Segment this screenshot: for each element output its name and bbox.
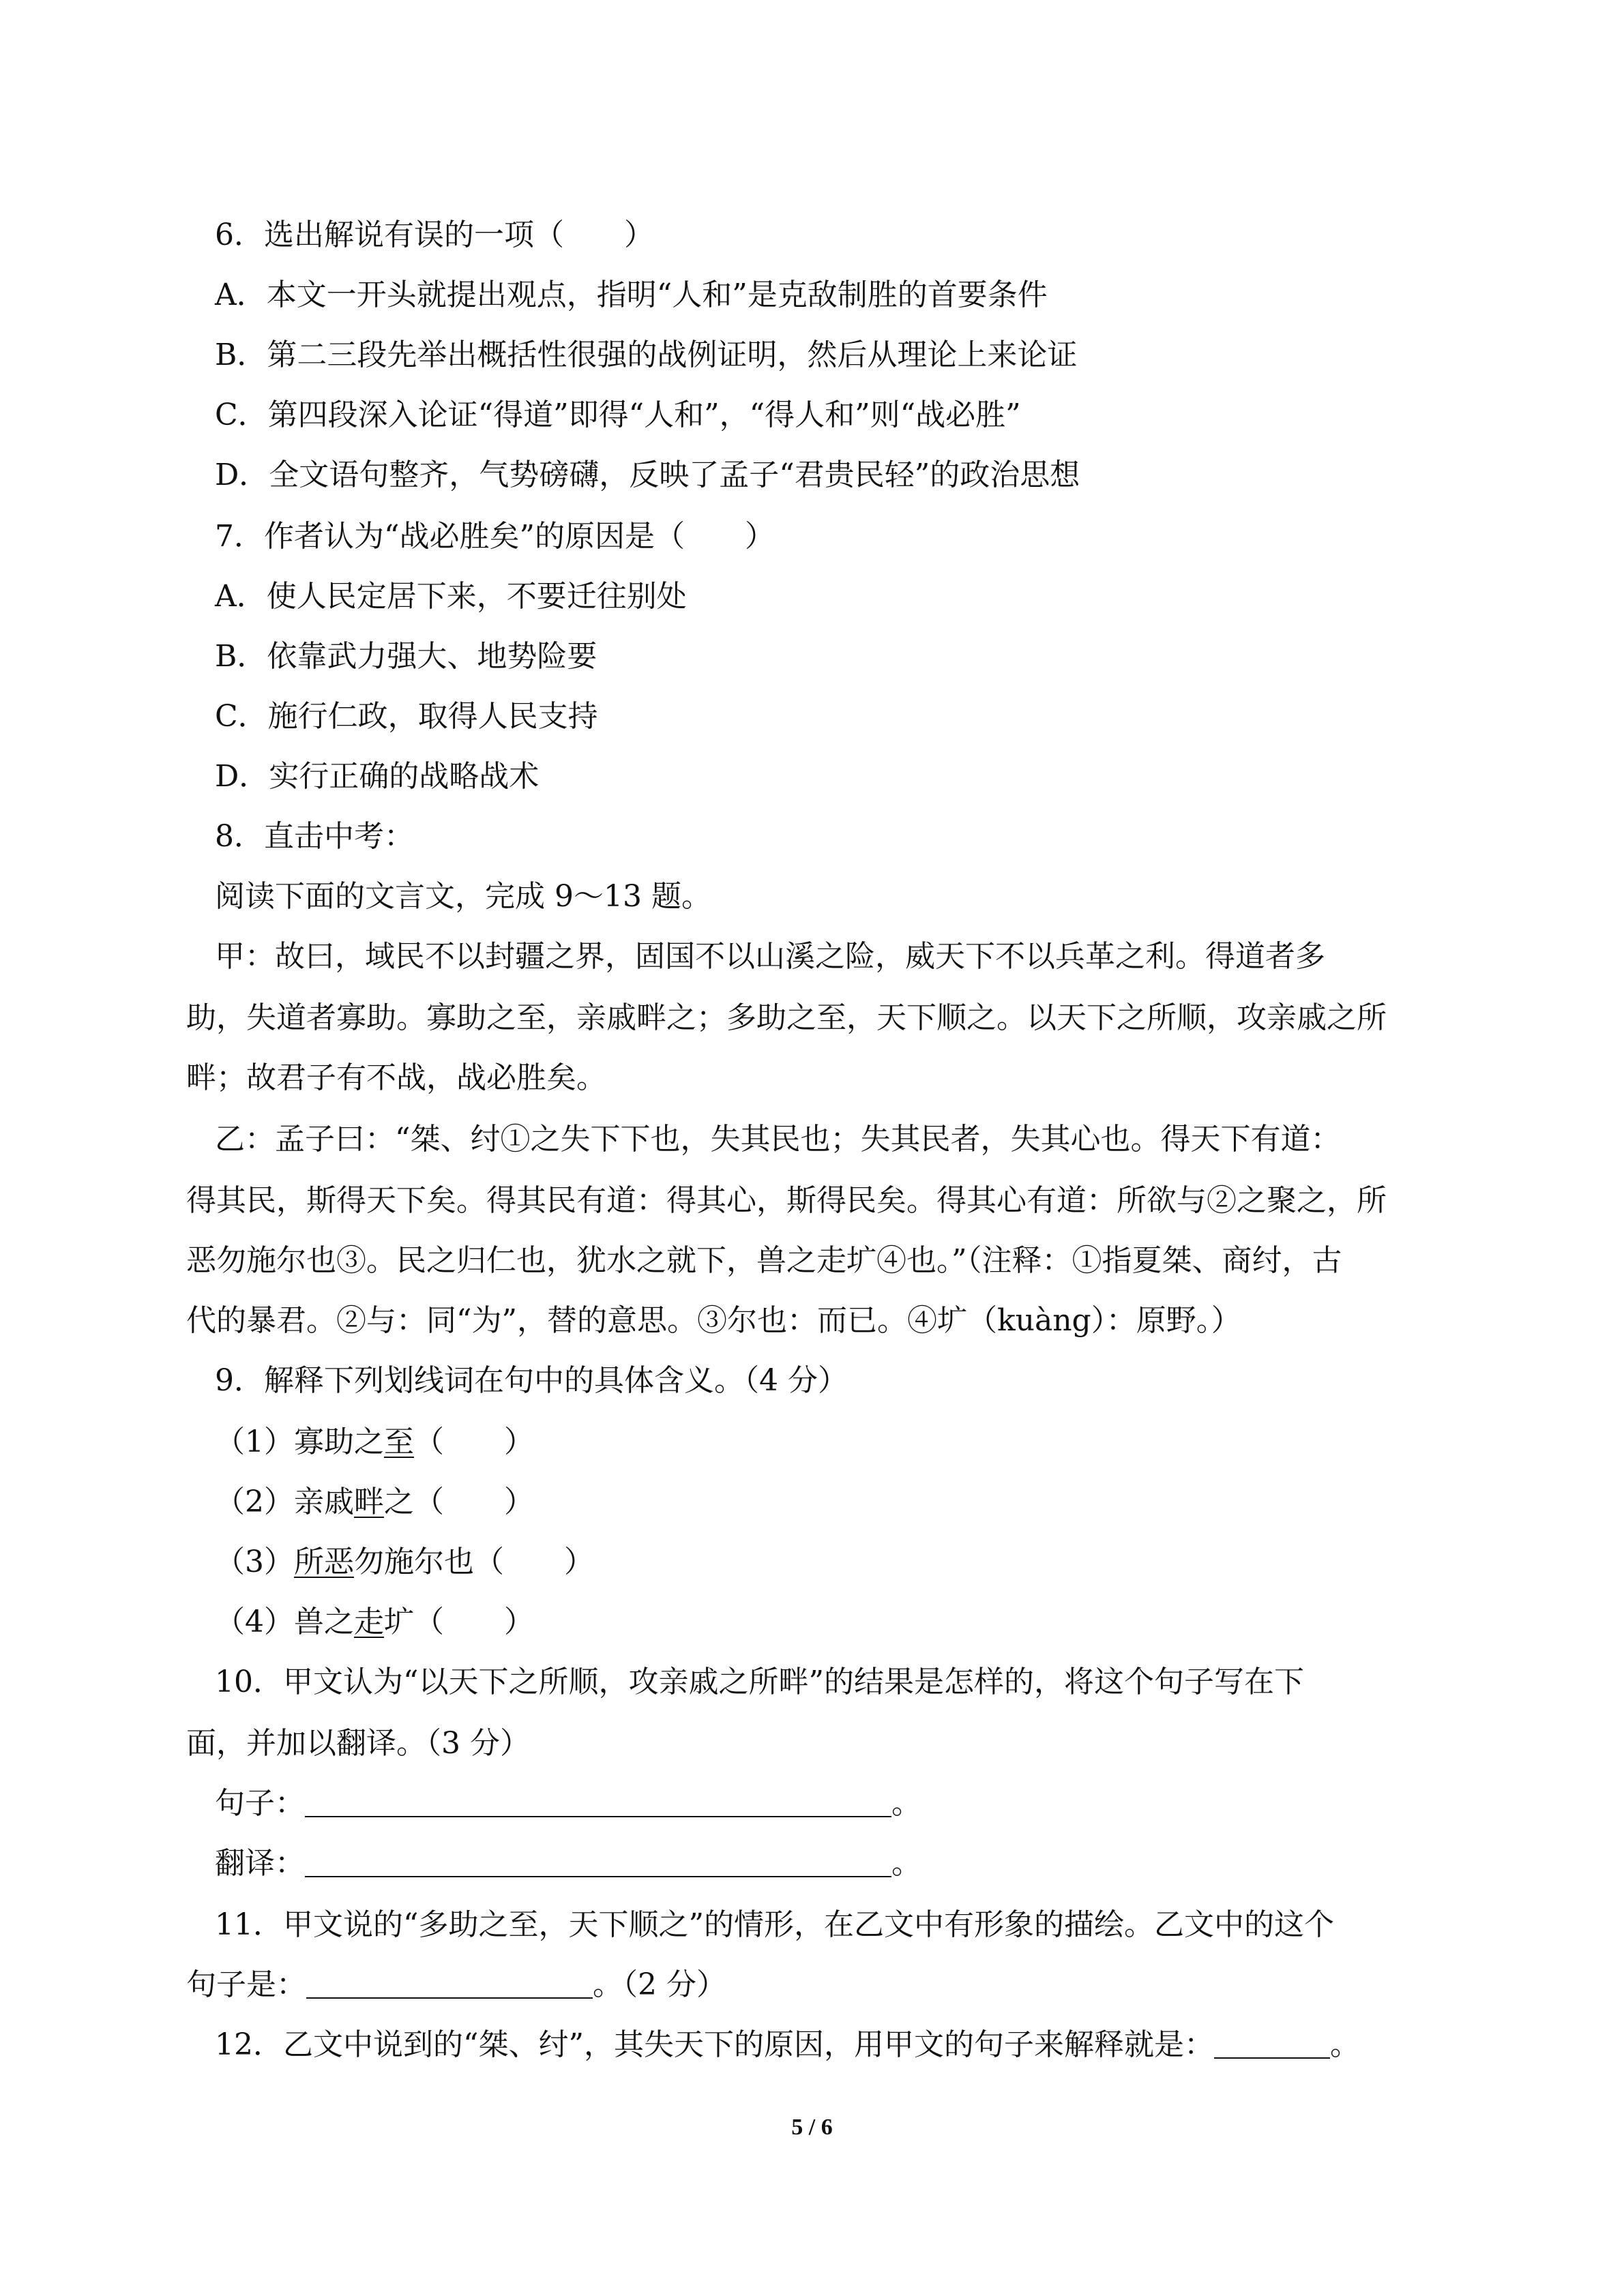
question-10-translation-row (215, 1843, 921, 1884)
item-1-prefix: （1）寡助之 (215, 1425, 384, 1459)
item-1-underlined-word: 至 (384, 1425, 414, 1459)
question-11-stem-line-2 (186, 1965, 726, 2006)
question-10-stem-line-1: 10．甲文认为“以天下之所顺，攻亲戚之所畔”的结果是怎样的，将这个句子写在下 (215, 1665, 1304, 1699)
question-12-answer-blank[interactable] (1214, 2027, 1330, 2059)
item-3-prefix: （3） (215, 1545, 294, 1579)
question-7-option-b: B．依靠武力强大、地势险要 (215, 639, 597, 674)
translation-label: 翻译： (215, 1846, 305, 1881)
question-12-stem (215, 2025, 1360, 2066)
passage-jia-line-2: 助，失道者寡助。寡助之至，亲戚畔之；多助之至，天下顺之。以天下之所顺，攻亲戚之所 (186, 1000, 1387, 1035)
question-6-option-c: C．第四段深入论证“得道”即得“人和”，“得人和”则“战必胜” (215, 398, 1021, 432)
passage-jia-line-3: 畔；故君子有不战，战必胜矣。 (186, 1060, 606, 1095)
translation-answer-blank[interactable] (305, 1846, 891, 1877)
question-6-stem: 6．选出解说有误的一项（ ） (215, 218, 654, 252)
question-9-item-4 (215, 1602, 534, 1643)
passage-yi-line-2: 得其民，斯得天下矣。得其民有道：得其心，斯得民矣。得其心有道：所欲与②之聚之，所 (186, 1183, 1387, 1218)
passage-jia-line-1: 甲：故曰，域民不以封疆之界，固国不以山溪之险，威天下不以兵革之利。得道者多 (215, 939, 1325, 974)
question-7-option-d: D．实行正确的战略战术 (215, 759, 540, 794)
item-2-underlined-word: 畔 (354, 1485, 384, 1519)
passage-yi-line-4: 代的暴君。②与：同“为”，替的意思。③尔也：而已。④圹（kuàng）：原野。） (186, 1303, 1241, 1338)
item-2-prefix: （2）亲戚 (215, 1485, 354, 1519)
question-8-stem: 8．直击中考： (215, 819, 414, 854)
item-1-blank[interactable]: （ ） (414, 1425, 534, 1459)
question-11-stem-line-1: 11．甲文说的“多助之至，天下顺之”的情形，在乙文中有形象的描绘。乙文中的这个 (215, 1907, 1334, 1942)
question-12-end-mark: 。 (1329, 2027, 1360, 2062)
question-11-prefix: 句子是： (186, 1967, 306, 2002)
question-10-sentence-row (215, 1783, 921, 1824)
item-2-blank[interactable]: 之（ ） (384, 1485, 534, 1519)
question-6-option-d: D．全文语句整齐，气势磅礴，反映了孟子“君贵民轻”的政治思想 (215, 458, 1080, 492)
question-6-option-a: A．本文一开头就提出观点，指明“人和”是克敌制胜的首要条件 (215, 278, 1048, 312)
sentence-label: 句子： (215, 1786, 305, 1821)
item-4-prefix: （4）兽之 (215, 1605, 354, 1639)
question-11-answer-blank[interactable] (306, 1967, 593, 1999)
question-7-stem: 7．作者认为“战必胜矣”的原因是（ ） (215, 519, 775, 554)
question-7-option-c: C．施行仁政，取得人民支持 (215, 699, 598, 734)
translation-end-mark: 。 (891, 1846, 921, 1881)
question-10-stem-line-2: 面，并加以翻译。（3 分） (186, 1726, 530, 1761)
item-3-underlined-word: 所恶 (294, 1545, 354, 1579)
passage-yi-line-1: 乙：孟子曰：“桀、纣①之失下下也，失其民也；失其民者，失其心也。得天下有道： (215, 1122, 1341, 1157)
question-9-item-3 (215, 1542, 594, 1583)
question-6-option-b: B．第二三段先举出概括性很强的战例证明，然后从理论上来论证 (215, 338, 1078, 372)
page-number: 5 / 6 (791, 2115, 833, 2140)
question-12-text: 12．乙文中说到的“桀、纣”，其失天下的原因，用甲文的句子来解释就是： (215, 2027, 1214, 2062)
question-9-item-2 (215, 1482, 534, 1523)
question-11-suffix: 。（2 分） (593, 1967, 726, 2002)
question-9-stem: 9．解释下列划线词在句中的具体含义。（4 分） (215, 1363, 848, 1398)
reading-instruction: 阅读下面的文言文，完成 9～13 题。 (215, 879, 711, 914)
item-4-blank[interactable]: 圹（ ） (384, 1605, 534, 1639)
item-4-underlined-word: 走 (354, 1605, 384, 1639)
question-7-option-a: A．使人民定居下来，不要迁往别处 (215, 579, 687, 614)
item-3-blank[interactable]: 勿施尔也（ ） (354, 1545, 594, 1579)
sentence-answer-blank[interactable] (305, 1786, 891, 1817)
passage-yi-line-3: 恶勿施尔也③。民之归仁也，犹水之就下，兽之走圹④也。”（注释：①指夏桀、商纣，古 (186, 1243, 1342, 1278)
question-9-item-1 (215, 1422, 534, 1463)
sentence-end-mark: 。 (891, 1786, 921, 1821)
